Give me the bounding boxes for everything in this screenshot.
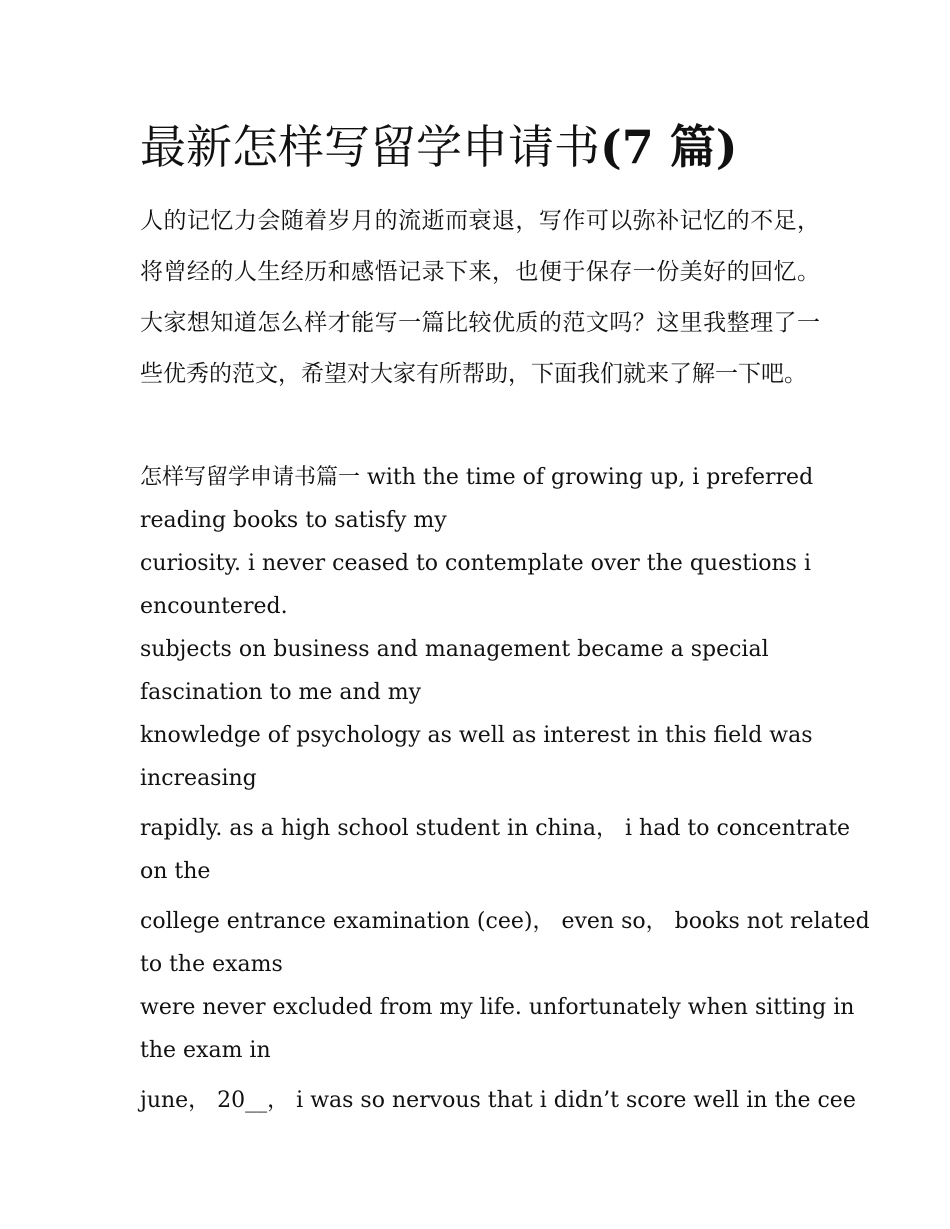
body-line: reading books to satisfy my [140,508,447,533]
body-line: june， 20__， i was so nervous that i didn’t score well in the cee [140,1088,856,1113]
body-line: encountered. [140,594,288,619]
body-line: 怎样写留学申请书篇一 with the time of growing up, i preferred [140,465,814,490]
body-line: were never excluded from my life. unfortunately when sitting in [140,995,855,1020]
body-line: subjects on business and management became a special [140,637,769,662]
body-line: rapidly. as a high school student in china， i had to concentrate [140,816,851,841]
body-line: fascination to me and my [140,680,422,705]
title-text: 最新怎样写留学申请书 [140,120,600,174]
title-count: (7 篇) [600,120,738,174]
body-line: increasing [140,766,257,791]
body-line: college entrance examination (cee)， even so， books not related [140,909,870,934]
intro-paragraph: 人的记忆力会随着岁月的流逝而衰退，写作可以弥补记忆的不足，将曾经的人生经历和感悟记录下来，也便于保存一份美好的回忆。大家想知道怎么样才能写一篇比较优质的范文吗？这里我整理了一些优秀的范文，希望对大家有所帮助，下面我们就来了解一下吧。 [140,208,820,387]
document-title [140,116,820,178]
body-line: to the exams [140,952,283,977]
body-line: the exam in [140,1038,271,1063]
body-line: on the [140,859,211,884]
body-line: knowledge of psychology as well as interest in this field was [140,723,813,748]
body-line: curiosity. i never ceased to contemplate over the questions i [140,551,811,576]
